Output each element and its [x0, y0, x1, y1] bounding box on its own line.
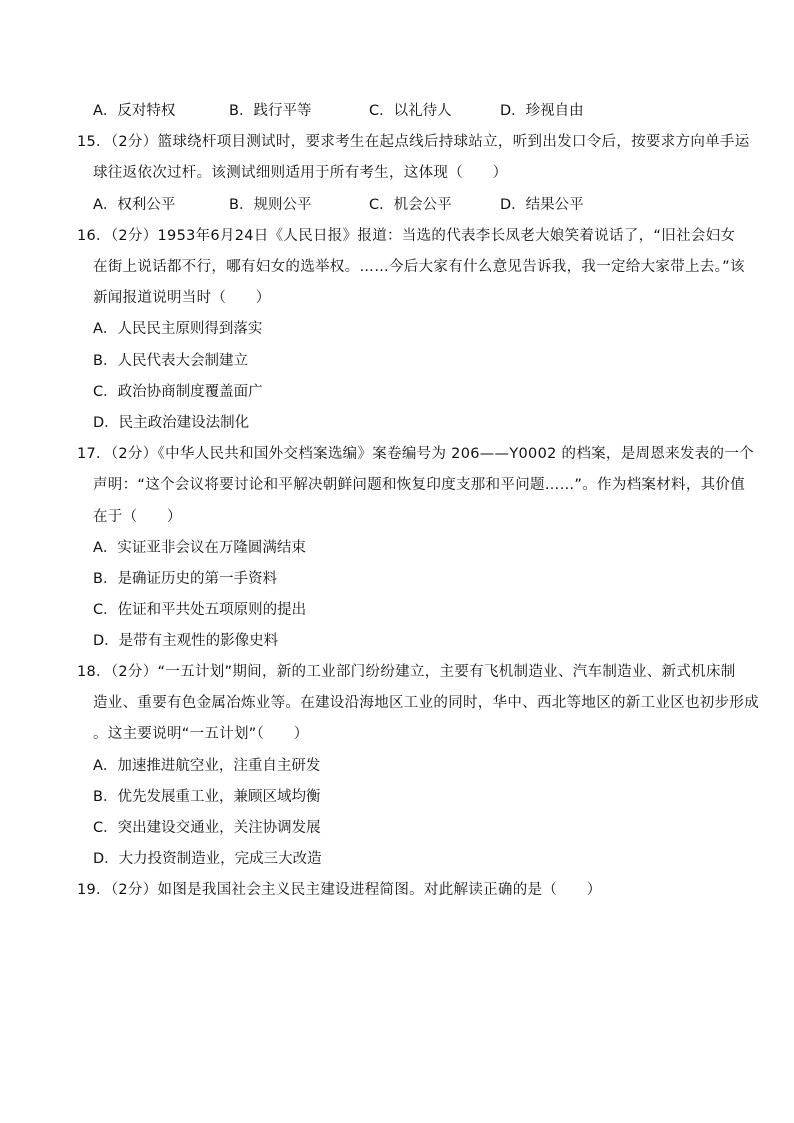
- q16-option-a: A．人民民主原则得到落实: [93, 321, 263, 337]
- q15-option-d: D．结果公平: [500, 197, 584, 213]
- q16-option-c: C．政治协商制度覆盖面广: [93, 384, 263, 400]
- q18-option-d: D．大力投资制造业，完成三大改造: [93, 851, 322, 867]
- q17-option-b: B．是确证历史的第一手资料: [93, 571, 277, 587]
- q15-stem-line1: 15．（2分）篮球绕杆项目测试时，要求考生在起点线后持球站立，听到出发口令后，按要求方向单手运: [77, 134, 750, 150]
- q16-stem-line3: 新闻报道说明当时（ ）: [93, 290, 271, 306]
- q16-stem-line1: 16．（2分）1953年6月24日《人民日报》报道：当选的代表李长凤老大娘笑着说话了，“旧社会妇女: [77, 228, 736, 244]
- q16-stem-line2: 在街上说话都不行，哪有妇女的选举权。……今后大家有什么意见告诉我，我一定给大家带上去。”该: [93, 259, 745, 275]
- q18-stem-line1: 18．（2分）“一五计划”期间，新的工业部门纷纷建立，主要有飞机制造业、汽车制造业、新式机床制: [77, 664, 736, 680]
- q17-option-c: C．佐证和平共处五项原则的提出: [93, 602, 307, 618]
- q17-option-d: D．是带有主观性的影像史料: [93, 633, 279, 649]
- q18-option-a: A．加速推进航空业，注重自主研发: [93, 758, 321, 774]
- q17-stem-line1: 17．（2分）《中华人民共和国外交档案选编》案卷编号为 206——Y0002 的档案，是周恩来发表的一个: [77, 446, 754, 462]
- q15-option-c: C．机会公平: [369, 197, 452, 213]
- q17-option-a: A．实证亚非会议在万隆圆满结束: [93, 540, 306, 556]
- q17-stem-line3: 在于（ ）: [93, 509, 182, 525]
- q18-stem-line3: 。这主要说明“一五计划”（ ）: [93, 726, 309, 742]
- q18-stem-line2: 造业、重要有色金属冶炼业等。在建设沿海地区工业的同时，华中、西北等地区的新工业区也初步形成: [93, 695, 759, 711]
- q17-stem-line2: 声明：“这个会议将要讨论和平解决朝鲜问题和恢复印度支那和平问题……”。作为档案材料，其价值: [93, 477, 746, 493]
- q18-option-b: B．优先发展重工业，兼顾区域均衡: [93, 789, 321, 805]
- q15-option-b: B．规则公平: [229, 197, 312, 213]
- q14-option-d: D．珍视自由: [500, 103, 584, 119]
- q16-option-b: B．人民代表大会制建立: [93, 353, 248, 369]
- q14-option-a: A．反对特权: [93, 103, 176, 119]
- q16-option-d: D．民主政治建设法制化: [93, 415, 250, 431]
- q15-stem-line2: 球往返依次过杆。该测试细则适用于所有考生，这体现（ ）: [93, 165, 508, 181]
- q15-option-a: A．权利公平: [93, 197, 176, 213]
- q18-option-c: C．突出建设交通业，关注协调发展: [93, 820, 321, 836]
- q14-option-b: B．践行平等: [229, 103, 312, 119]
- q19-stem-line1: 19．（2分）如图是我国社会主义民主建设进程简图。对此解读正确的是（ ）: [77, 882, 602, 898]
- q14-option-c: C．以礼待人: [369, 103, 452, 119]
